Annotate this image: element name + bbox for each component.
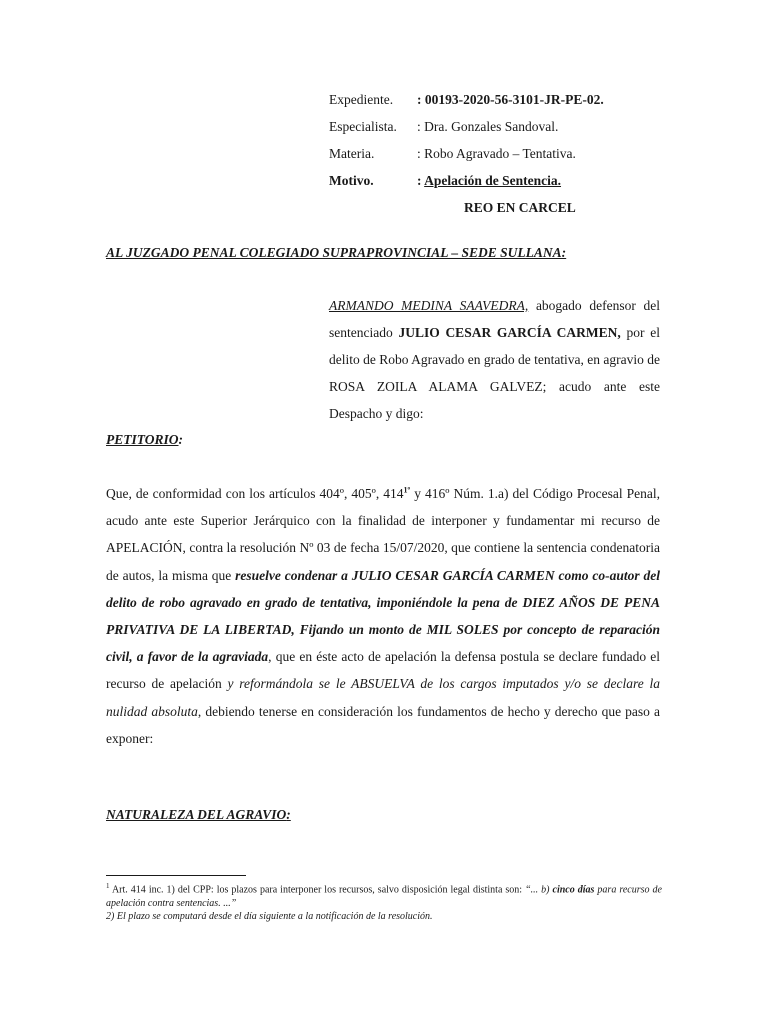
footnote-quote-rest: para recurso de apelación contra sentencias. ...” xyxy=(106,884,662,909)
naturaleza-title: NATURALEZA DEL AGRAVIO xyxy=(106,807,287,822)
intro-text-1: abogado defensor del sentenciado xyxy=(329,298,660,340)
motivo-prefix: : xyxy=(417,173,425,188)
intro-paragraph xyxy=(329,292,660,427)
petitorio-text-3: , que en éste acto de apelación la defensa postula se declare fundado el recurso de apelación xyxy=(106,649,661,692)
footnote-cinco-dias: cinco días xyxy=(552,884,595,896)
materia-row xyxy=(329,144,604,171)
materia-value: : Robo Agravado – Tentativa. xyxy=(417,146,576,161)
petitorio-text-4: , debiendo tenerse en consideración los fundamentos de hecho y derecho que paso a exponer: xyxy=(106,703,660,746)
motivo-row xyxy=(329,171,604,198)
footnote xyxy=(106,880,662,924)
intro-text-2: por el delito de Robo Agravado en grado de tentativa, en agravio de ROSA ZOILA ALAMA GALVEZ; acudo ante este Despacho y digo: xyxy=(329,325,661,421)
petitorio-paragraph xyxy=(106,480,660,752)
petitorio-text-2: y 416º Núm. 1.a) del Código Procesal Penal, acudo ante este Superior Jerárquico con la finalidad de interponer y fundamentar mi recurso de APELACIÓN, contra la resolución Nº 03 de fecha 15/07/2020, que contiene la sentencia condenatoria de autos, la misma que xyxy=(106,486,660,583)
footnote-reference: 1º xyxy=(403,485,411,495)
expediente-value: : 00193-2020-56-3101-JR-PE-02. xyxy=(417,92,604,107)
petitorio-text-1: Que, de conformidad con los artículos 404º, 405º, 414 xyxy=(106,486,404,501)
naturaleza-heading xyxy=(106,807,291,823)
case-header xyxy=(329,90,604,198)
especialista-row xyxy=(329,117,604,144)
petitorio-title: PETITORIO xyxy=(106,432,179,447)
especialista-value: : Dra. Gonzales Sandoval. xyxy=(417,119,559,134)
motivo-value: Apelación de Sentencia. xyxy=(424,173,562,188)
footnote-line-2: 2) El plazo se computará desde el día siguiente a la notificación de la resolución. xyxy=(106,911,433,923)
materia-label: Materia. xyxy=(329,146,375,161)
especialista-label: Especialista. xyxy=(329,119,397,134)
petitorio-colon: : xyxy=(178,432,184,447)
lawyer-name: ARMANDO MEDINA SAAVEDRA, xyxy=(329,298,529,313)
motivo-label: Motivo. xyxy=(329,173,374,188)
naturaleza-colon: : xyxy=(286,807,291,822)
expediente-row xyxy=(329,90,604,117)
court-heading: AL JUZGADO PENAL COLEGIADO SUPRAPROVINCIAL – SEDE SULLANA: xyxy=(106,245,567,260)
footnote-separator xyxy=(106,875,246,876)
footnote-quote-open: “... b) xyxy=(525,884,553,896)
footnote-text-1: Art. 414 inc. 1) del CPP: los plazos para interponer los recursos, salvo disposición legal distinta son: xyxy=(109,884,526,896)
absolution-request: y reformándola se le ABSUELVA de los cargos imputados y/o se declare la nulidad absoluta xyxy=(106,676,660,719)
sentence-summary: resuelve condenar a JULIO CESAR GARCÍA CARMEN como co-autor del delito de robo agravado en grado de tentativa, imponiéndole la pena de DIEZ AÑOS DE PENA PRIVATIVA DE LA LIBERTAD, Fijando un monto de MIL SOLES por concepto de reparación civil, a favor de la agraviada xyxy=(106,567,660,665)
expediente-label: Expediente. xyxy=(329,92,394,107)
defendant-name: JULIO CESAR GARCÍA CARMEN, xyxy=(398,325,621,340)
petitorio-heading xyxy=(106,432,183,448)
reo-en-carcel: REO EN CARCEL xyxy=(464,200,576,215)
footnote-number: 1 xyxy=(106,882,110,890)
